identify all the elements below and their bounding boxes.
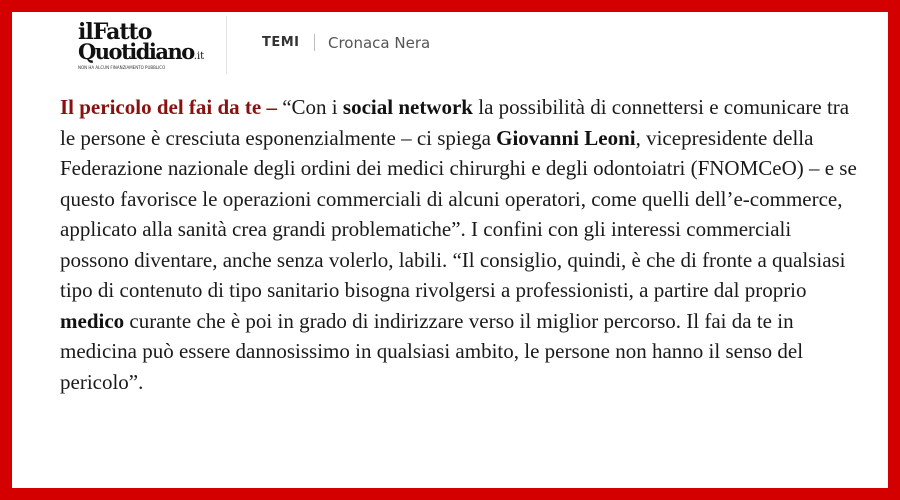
logo-word-1: Fatto [92,19,152,45]
logo-prefix: il [78,19,93,45]
logo-suffix: .it [193,51,205,62]
article-paragraph [60,92,860,397]
nav-section-link[interactable]: Cronaca Nera [328,34,431,52]
text-run: , vicepresidente della Federazione nazionale degli ordini dei medici chirurghi e degli odontoiatri (FNOMCeO) – e se questo favorisce le operazioni commerciali di alcuni operatori, come quelli dell’e-commerce, applicato alla sanità crea grandi problematiche”. I confini con gli interessi commerciali possono diventare, anche senza volerlo, labili. “Il consiglio, quindi, è che di fronte a qualsiasi tipo di contenuto di tipo sanitario bisogna rivolgersi a professionisti, a partire dal proprio [60,125,857,302]
paragraph-lead: Il pericolo del fai da te – [60,95,277,119]
site-header [12,12,888,78]
logo-tagline: NON HA ALCUN FINANZIAMENTO PUBBLICO [78,65,166,70]
logo-word-2: Quotidiano [78,39,194,64]
text-run: la possibilità di connettersi e comunicare tra le persone è cresciuta esponenzialmente – ci spiega [60,95,850,150]
site-logo[interactable] [78,20,210,74]
bold-term: social network [342,95,473,119]
nav-separator [314,34,315,51]
bold-term: medico [60,308,125,333]
header-divider [226,16,227,74]
bold-person-name: Giovanni Leoni [496,125,636,150]
text-run: curante che è poi in grado di indirizzare verso il miglior percorso. Il fai da te in medicina può essere dannosissimo in qualsiasi ambito, le persone non hanno il senso del pericolo”. [60,308,804,394]
article-body [60,92,860,397]
nav-temi[interactable]: TEMI [262,35,300,50]
text-run: “Con i [276,95,343,119]
screenshot-frame [12,12,888,488]
